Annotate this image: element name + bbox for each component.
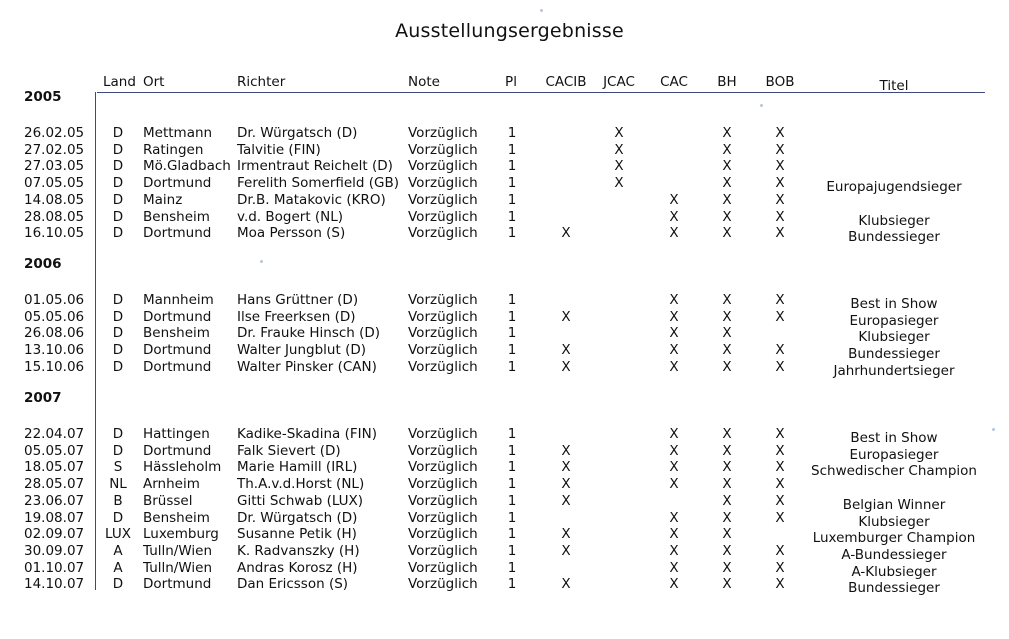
cell-richter: Dr.B. Matakovic (KRO) [237, 191, 386, 208]
cell-cacib: X [561, 442, 571, 459]
cell-date: 07.05.05 [24, 175, 85, 192]
cell-titel: Schwedischer Champion [811, 463, 977, 480]
cell-pl: 1 [507, 459, 517, 476]
cell-land: D [112, 141, 124, 158]
cell-ort: Mettmann [143, 125, 213, 141]
cell-cacib: X [561, 342, 571, 359]
cell-ort: Mainz [143, 191, 183, 208]
cell-titel: Bundessieger [848, 229, 940, 246]
cell-richter: Falk Sievert (D) [237, 442, 341, 459]
cell-pl: 1 [507, 509, 517, 526]
cell-bob: X [775, 308, 785, 325]
cell-richter: K. Radvanszky (H) [237, 542, 360, 559]
cell-date: 16.10.05 [24, 225, 85, 242]
cell-note: Vorzüglich [408, 208, 478, 225]
cell-date: 14.10.07 [24, 576, 85, 593]
cell-note: Vorzüglich [408, 459, 478, 476]
column-header-cacib: CACIB [545, 74, 587, 90]
cell-cac: X [669, 342, 679, 359]
cell-titel: Belgian Winner [842, 496, 946, 513]
cell-land: D [112, 358, 124, 375]
cell-titel: Klubsieger [858, 329, 930, 346]
cell-ort: Bensheim [143, 509, 210, 526]
cell-cacib: X [561, 526, 571, 543]
cell-bob: X [775, 208, 785, 225]
cell-date: 26.08.06 [24, 325, 85, 342]
cell-richter: v.d. Bogert (NL) [237, 208, 344, 225]
cell-cac: X [669, 459, 679, 476]
cell-richter: Dan Ericsson (S) [237, 576, 349, 593]
cell-richter: Hans Grüttner (D) [237, 292, 359, 308]
cell-bh: X [722, 325, 732, 342]
cell-land: LUX [105, 526, 131, 543]
page-title: Ausstellungsergebnisse [395, 20, 624, 42]
cell-land: D [112, 191, 124, 208]
cell-note: Vorzüglich [408, 509, 478, 526]
cell-ort: Luxemburg [143, 526, 219, 543]
cell-pl: 1 [507, 358, 517, 375]
cell-ort: Dortmund [143, 358, 212, 375]
cell-ort: Hattingen [143, 426, 210, 442]
cell-richter: Moa Persson (S) [237, 225, 346, 242]
cell-date: 01.05.06 [24, 292, 85, 308]
cell-cac: X [669, 576, 679, 593]
cell-pl: 1 [507, 476, 517, 493]
cell-ort: Mö.Gladbach [143, 158, 231, 175]
cell-bh: X [722, 191, 732, 208]
cell-richter: Marie Hamill (IRL) [237, 459, 358, 476]
cell-jcac: X [614, 158, 624, 175]
cell-land: A [113, 542, 123, 559]
cell-ort: Dortmund [143, 308, 212, 325]
cell-titel: A-Bundessieger [841, 546, 947, 563]
cell-bh: X [722, 141, 732, 158]
cell-titel: Europasieger [849, 446, 939, 463]
cell-ort: Brüssel [143, 492, 193, 509]
cell-bob: X [775, 459, 785, 476]
cell-pl: 1 [507, 308, 517, 325]
cell-bh: X [722, 358, 732, 375]
cell-pl: 1 [507, 158, 517, 175]
cell-cac: X [669, 542, 679, 559]
cell-pl: 1 [507, 125, 517, 141]
cell-titel: Jahrhundertsieger [833, 362, 955, 379]
cell-richter: Walter Pinsker (CAN) [237, 358, 377, 375]
scan-speck [540, 9, 543, 12]
cell-note: Vorzüglich [408, 426, 478, 442]
cell-titel: Klubsieger [858, 513, 930, 530]
cell-ort: Dortmund [143, 576, 212, 593]
cell-date: 14.08.05 [24, 191, 85, 208]
cell-ort: Mannheim [143, 292, 214, 308]
cell-bh: X [722, 476, 732, 493]
cell-land: D [112, 342, 124, 359]
cell-date: 01.10.07 [24, 559, 85, 576]
cell-note: Vorzüglich [408, 175, 478, 192]
year-heading: 2007 [24, 390, 62, 406]
cell-cac: X [669, 358, 679, 375]
cell-richter: Dr. Würgatsch (D) [237, 509, 358, 526]
scan-speck [260, 260, 263, 263]
cell-bh: X [722, 459, 732, 476]
cell-ort: Bensheim [143, 208, 210, 225]
cell-richter: Dr. Würgatsch (D) [237, 125, 358, 141]
cell-land: D [112, 125, 124, 141]
cell-date: 30.09.07 [24, 542, 85, 559]
cell-richter: Kadike-Skadina (FIN) [237, 426, 377, 442]
cell-note: Vorzüglich [408, 158, 478, 175]
cell-bh: X [722, 542, 732, 559]
cell-bh: X [722, 208, 732, 225]
cell-bob: X [775, 442, 785, 459]
cell-cacib: X [561, 308, 571, 325]
cell-ort: Dortmund [143, 342, 212, 359]
cell-richter: Th.A.v.d.Horst (NL) [237, 476, 365, 493]
column-header-bob: BOB [765, 74, 795, 90]
cell-land: A [113, 559, 123, 576]
cell-richter: Talvitie (FIN) [237, 141, 321, 158]
cell-pl: 1 [507, 225, 517, 242]
cell-date: 26.02.05 [24, 125, 85, 141]
cell-bob: X [775, 358, 785, 375]
cell-bh: X [722, 526, 732, 543]
cell-pl: 1 [507, 442, 517, 459]
cell-pl: 1 [507, 141, 517, 158]
cell-cacib: X [561, 542, 571, 559]
cell-note: Vorzüglich [408, 308, 478, 325]
cell-note: Vorzüglich [408, 325, 478, 342]
cell-pl: 1 [507, 342, 517, 359]
cell-pl: 1 [507, 292, 517, 308]
cell-date: 19.08.07 [24, 509, 85, 526]
cell-land: B [113, 492, 123, 509]
cell-pl: 1 [507, 559, 517, 576]
cell-cac: X [669, 426, 679, 442]
cell-cac: X [669, 208, 679, 225]
date-column-rule [95, 92, 96, 590]
column-header-titel: Titel [879, 78, 909, 94]
cell-ort: Tulln/Wien [143, 559, 213, 576]
cell-richter: Gitti Schwab (LUX) [237, 492, 364, 509]
cell-bh: X [722, 175, 732, 192]
cell-note: Vorzüglich [408, 576, 478, 593]
cell-note: Vorzüglich [408, 542, 478, 559]
cell-land: NL [109, 476, 127, 493]
cell-ort: Tulln/Wien [143, 542, 213, 559]
cell-titel: Klubsieger [858, 212, 930, 229]
cell-date: 27.02.05 [24, 141, 85, 158]
cell-pl: 1 [507, 526, 517, 543]
cell-date: 18.05.07 [24, 459, 85, 476]
cell-bob: X [775, 426, 785, 442]
cell-land: D [112, 208, 124, 225]
cell-cacib: X [561, 492, 571, 509]
cell-titel: A-Klubsieger [851, 563, 937, 580]
cell-cac: X [669, 325, 679, 342]
cell-land: D [112, 225, 124, 242]
cell-date: 23.06.07 [24, 492, 85, 509]
cell-land: D [112, 175, 124, 192]
cell-cac: X [669, 559, 679, 576]
cell-bob: X [775, 141, 785, 158]
cell-pl: 1 [507, 576, 517, 593]
cell-jcac: X [614, 125, 624, 141]
cell-bob: X [775, 158, 785, 175]
cell-bob: X [775, 542, 785, 559]
year-heading: 2006 [24, 256, 62, 272]
cell-titel: Europajugendsieger [826, 179, 962, 196]
cell-land: D [112, 426, 124, 442]
cell-cacib: X [561, 358, 571, 375]
cell-richter: Irmentraut Reichelt (D) [237, 158, 393, 175]
cell-bh: X [722, 426, 732, 442]
cell-titel: Best in Show [850, 296, 938, 312]
cell-bob: X [775, 476, 785, 493]
cell-bob: X [775, 292, 785, 308]
cell-bob: X [775, 342, 785, 359]
cell-titel: Best in Show [850, 430, 938, 446]
column-header-bh: BH [717, 74, 737, 90]
cell-bh: X [722, 292, 732, 308]
cell-richter: Dr. Frauke Hinsch (D) [237, 325, 381, 342]
cell-ort: Hässleholm [143, 459, 222, 476]
cell-land: D [112, 509, 124, 526]
cell-bob: X [775, 492, 785, 509]
cell-cac: X [669, 442, 679, 459]
cell-cacib: X [561, 476, 571, 493]
cell-note: Vorzüglich [408, 125, 478, 141]
column-header-pl: Pl [505, 74, 517, 90]
cell-cac: X [669, 526, 679, 543]
cell-richter: Andras Korosz (H) [237, 559, 358, 576]
cell-bob: X [775, 559, 785, 576]
cell-bob: X [775, 175, 785, 192]
cell-date: 02.09.07 [24, 526, 85, 543]
cell-date: 13.10.06 [24, 342, 85, 359]
cell-land: D [112, 325, 124, 342]
cell-richter: Ferelith Somerfield (GB) [237, 175, 400, 192]
cell-pl: 1 [507, 191, 517, 208]
year-heading: 2005 [24, 89, 62, 105]
cell-cac: X [669, 191, 679, 208]
cell-bh: X [722, 509, 732, 526]
cell-cac: X [669, 509, 679, 526]
cell-land: D [112, 158, 124, 175]
cell-land: S [113, 459, 123, 476]
header-rule [97, 92, 985, 93]
cell-titel: Luxemburger Champion [812, 530, 976, 547]
cell-richter: Susanne Petik (H) [237, 526, 357, 543]
cell-note: Vorzüglich [408, 225, 478, 242]
cell-land: D [112, 292, 124, 308]
cell-date: 27.03.05 [24, 158, 85, 175]
cell-cac: X [669, 225, 679, 242]
cell-note: Vorzüglich [408, 492, 478, 509]
cell-bh: X [722, 342, 732, 359]
cell-titel: Europasieger [849, 312, 939, 329]
cell-date: 28.05.07 [24, 476, 85, 493]
cell-bh: X [722, 125, 732, 141]
cell-cacib: X [561, 459, 571, 476]
cell-note: Vorzüglich [408, 442, 478, 459]
cell-bob: X [775, 576, 785, 593]
cell-pl: 1 [507, 426, 517, 442]
column-header-cac: CAC [660, 74, 688, 90]
column-header-land: Land [103, 74, 136, 90]
cell-bh: X [722, 308, 732, 325]
cell-ort: Dortmund [143, 442, 212, 459]
cell-pl: 1 [507, 208, 517, 225]
cell-jcac: X [614, 141, 624, 158]
cell-date: 05.05.07 [24, 442, 85, 459]
cell-note: Vorzüglich [408, 342, 478, 359]
cell-bh: X [722, 559, 732, 576]
cell-ort: Arnheim [143, 476, 200, 493]
cell-richter: Walter Jungblut (D) [237, 342, 367, 359]
cell-date: 15.10.06 [24, 358, 85, 375]
column-header-richter: Richter [237, 74, 286, 90]
cell-ort: Dortmund [143, 175, 212, 192]
cell-ort: Dortmund [143, 225, 212, 242]
column-header-jcac: JCAC [603, 74, 635, 90]
cell-note: Vorzüglich [408, 559, 478, 576]
cell-bob: X [775, 509, 785, 526]
cell-cacib: X [561, 225, 571, 242]
cell-land: D [112, 308, 124, 325]
cell-note: Vorzüglich [408, 141, 478, 158]
cell-bob: X [775, 191, 785, 208]
cell-note: Vorzüglich [408, 358, 478, 375]
cell-pl: 1 [507, 325, 517, 342]
cell-bh: X [722, 158, 732, 175]
cell-bh: X [722, 225, 732, 242]
cell-ort: Ratingen [143, 141, 204, 158]
column-header-ort: Ort [143, 74, 165, 90]
cell-date: 28.08.05 [24, 208, 85, 225]
cell-titel: Bundessieger [848, 346, 940, 363]
cell-jcac: X [614, 175, 624, 192]
cell-note: Vorzüglich [408, 191, 478, 208]
cell-note: Vorzüglich [408, 526, 478, 543]
cell-cacib: X [561, 576, 571, 593]
cell-pl: 1 [507, 175, 517, 192]
cell-pl: 1 [507, 542, 517, 559]
cell-land: D [112, 576, 124, 593]
cell-note: Vorzüglich [408, 476, 478, 493]
cell-date: 05.05.06 [24, 308, 85, 325]
scan-speck [760, 104, 763, 107]
cell-date: 22.04.07 [24, 426, 85, 442]
cell-bob: X [775, 125, 785, 141]
cell-bh: X [722, 576, 732, 593]
cell-bh: X [722, 492, 732, 509]
cell-land: D [112, 442, 124, 459]
cell-richter: Ilse Freerksen (D) [237, 308, 356, 325]
column-header-note: Note [408, 74, 440, 90]
cell-titel: Bundessieger [848, 580, 940, 597]
cell-cac: X [669, 292, 679, 308]
cell-cac: X [669, 476, 679, 493]
cell-bob: X [775, 225, 785, 242]
cell-ort: Bensheim [143, 325, 210, 342]
cell-bh: X [722, 442, 732, 459]
cell-pl: 1 [507, 492, 517, 509]
scan-speck [992, 428, 995, 431]
cell-cac: X [669, 308, 679, 325]
cell-note: Vorzüglich [408, 292, 478, 308]
